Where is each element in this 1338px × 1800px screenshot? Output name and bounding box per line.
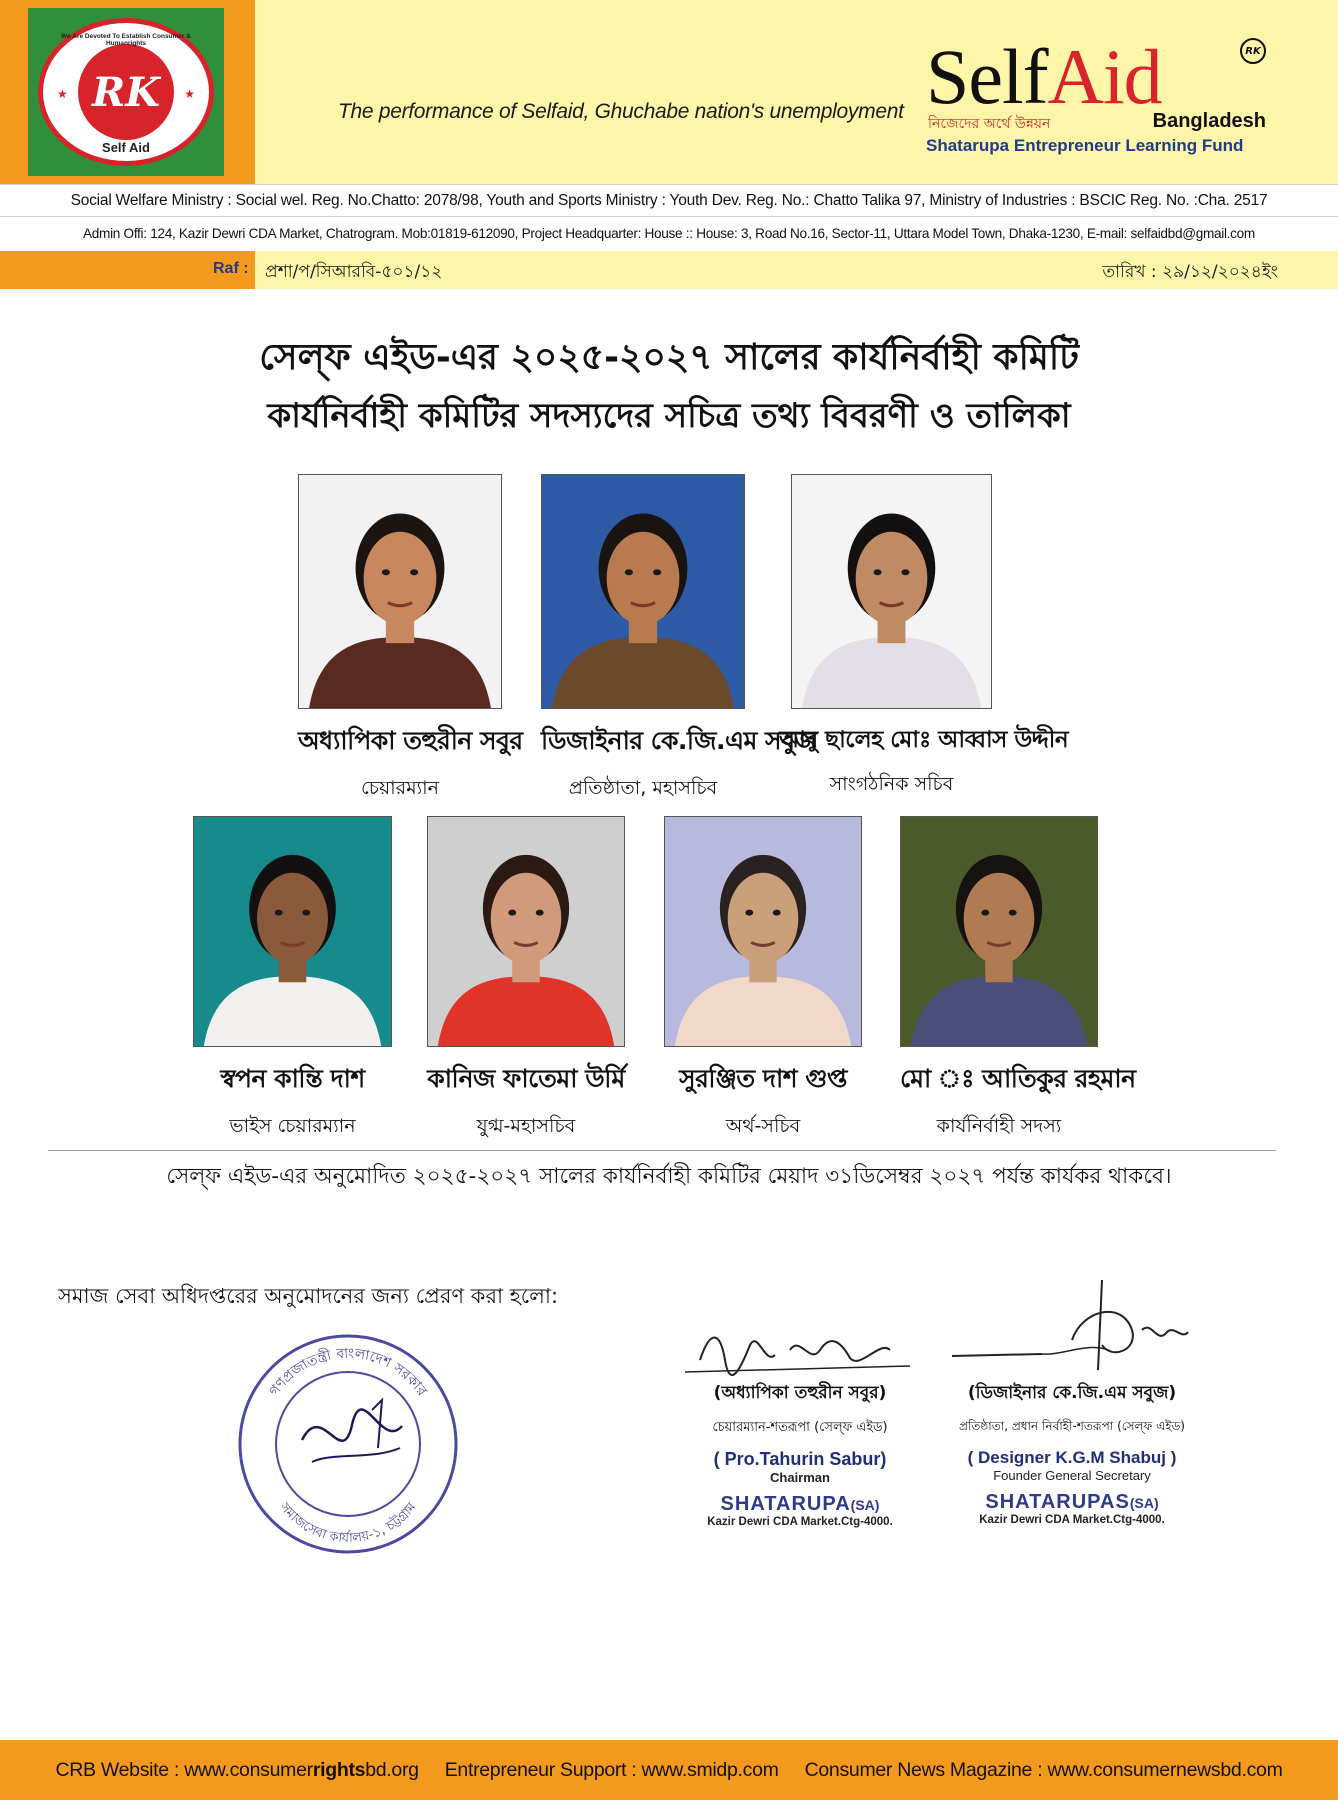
portrait-eye xyxy=(745,910,753,916)
portrait-illustration xyxy=(194,817,391,1046)
member-photo xyxy=(900,816,1098,1047)
member-role: প্রতিষ্ঠাতা, মহাসচিব xyxy=(568,777,718,799)
footer-crb xyxy=(55,1759,418,1782)
selfaid-logo xyxy=(28,8,224,176)
page-title: সেল্‌ফ এইড-এর ২০২৫-২০২৭ সালের কার্যনির্বাহী কমিটি xyxy=(259,337,1079,378)
portrait-face xyxy=(257,873,328,965)
seal-ring-text: গণপ্রজাতন্ত্রী বাংলাদেশ সরকার xyxy=(266,1345,430,1400)
portrait-eye xyxy=(536,910,544,916)
brand-rk-mark: RK xyxy=(1240,38,1266,64)
portrait-illustration xyxy=(299,475,501,708)
selfaid-brand xyxy=(926,33,1266,158)
portrait-eye xyxy=(874,569,882,575)
member-name: কানিজ ফাতেমা উর্মি xyxy=(427,1064,625,1093)
letterhead-header xyxy=(0,0,1338,184)
member-card xyxy=(193,816,392,1144)
portrait-eye xyxy=(410,569,418,575)
member-name: স্বপন কান্তি দাশ xyxy=(220,1064,365,1093)
member-photo xyxy=(298,474,502,709)
portrait-illustration xyxy=(792,475,991,708)
member-name: আবু ছালেহ মোঃ আব্বাস উদ্দীন xyxy=(779,727,1069,753)
footer-news-link[interactable]: www.consumernewsbd.com xyxy=(1047,1758,1283,1781)
portrait-face xyxy=(856,532,928,625)
signatory-name-en: ( Pro.Tahurin Sabur) xyxy=(713,1449,887,1469)
seal-bottom-text: সমাজসেবা কার্যালয়-১, চট্টগ্রাম xyxy=(276,1500,420,1547)
signature-scribble xyxy=(952,1270,1192,1380)
portrait-eye xyxy=(653,569,661,575)
brand-aid: Aid xyxy=(1047,33,1162,120)
member-role: চেয়ারম্যান xyxy=(360,777,440,799)
portrait-illustration xyxy=(665,817,861,1046)
signatory-title-bn: চেয়ারম্যান-শতরূপা (সেল্‌ফ এইড) xyxy=(712,1420,888,1435)
portrait-face xyxy=(491,873,562,965)
official-seal xyxy=(232,1330,464,1558)
portrait-eye xyxy=(773,910,781,916)
org-name: SHATARUPA xyxy=(720,1493,851,1515)
star-icon: ★ xyxy=(57,87,68,101)
portrait-illustration xyxy=(428,817,624,1046)
member-card xyxy=(298,474,523,806)
footer-ent-link[interactable]: www.smidp.com xyxy=(641,1758,779,1781)
member-name: সুরঞ্জিত দাশ গুপ্ত xyxy=(679,1064,847,1093)
member-photo xyxy=(193,816,392,1047)
portrait-eye xyxy=(901,569,909,575)
org-suffix: (SA) xyxy=(850,1497,880,1513)
footer-news xyxy=(805,1759,1283,1782)
org-name: SHATARUPAS xyxy=(985,1491,1130,1513)
member-name: ডিজাইনার কে.জি.এম সবুজ xyxy=(541,726,817,755)
logo-arc-text: We Are Devoted To Establish Consumer & Humanrights xyxy=(61,33,191,47)
signature-block-founder xyxy=(942,1270,1202,1526)
brand-fund: Shatarupa Entrepreneur Learning Fund xyxy=(926,136,1244,155)
logo-name: Self Aid xyxy=(102,140,150,155)
signatory-organization xyxy=(942,1491,1202,1514)
signatory-title-en: Founder General Secretary xyxy=(993,1468,1151,1483)
signatory-title-en: Chairman xyxy=(770,1470,830,1485)
member-photo xyxy=(427,816,625,1047)
member-name: মো ঃ আতিকুর রহমান xyxy=(900,1064,1136,1093)
member-card xyxy=(664,816,862,1144)
portrait-eye xyxy=(508,910,516,916)
portrait-eye xyxy=(1009,910,1017,916)
member-card xyxy=(900,816,1136,1144)
crb-url-bold: rights xyxy=(312,1758,366,1781)
address-line: Admin Offi: 124, Kazir Dewri CDA Market, Chatrogram. Mob:01819-612090, Project Headquarter: House :: House: 3, Road No.16, Sector-11, Uttara Model Town, Dhaka-1230, E-mail: selfaidbd@gmail.com xyxy=(0,217,1338,250)
crb-url-part: bd.org xyxy=(365,1758,419,1781)
signatory-address: Kazir Dewri CDA Market.Ctg-4000. xyxy=(707,1516,893,1528)
portrait-face xyxy=(364,532,437,625)
signature-block-chairman xyxy=(665,1320,935,1528)
portrait-eye xyxy=(382,569,390,575)
section-divider xyxy=(48,1150,1276,1151)
signatory-name-bn: (ডিজাইনার কে.জি.এম সবুজ) xyxy=(967,1383,1177,1403)
member-role: কার্যনির্বাহী সদস্য xyxy=(936,1115,1062,1137)
brand-wordmark xyxy=(926,33,1162,120)
committee-term-notice: সেল্‌ফ এইড-এর অনুমোদিত ২০২৫-২০২৭ সালের কার্যনির্বাহী কমিটির মেয়াদ ৩১ডিসেম্বর ২০২৭ পর্যন্ত কার্যকর থাকবে। xyxy=(166,1164,1172,1189)
portrait-eye xyxy=(275,910,283,916)
member-name: অধ্যাপিকা তহুরীন সবুর xyxy=(298,726,523,755)
star-icon: ★ xyxy=(184,87,195,101)
portrait-illustration xyxy=(901,817,1097,1046)
signatory-address: Kazir Dewri CDA Market.Ctg-4000. xyxy=(979,1514,1165,1526)
portrait-eye xyxy=(981,910,989,916)
portrait-eye xyxy=(625,569,633,575)
org-suffix: (SA) xyxy=(1129,1495,1159,1511)
seal-graphic xyxy=(232,1330,464,1558)
registration-line: Social Welfare Ministry : Social wel. Reg. No.Chatto: 2078/98, Youth and Sports Ministry : Youth Dev. Reg. No.: Chatto Talika 97, Ministry of Industries : BSCIC Reg. No. :Cha. 2517 xyxy=(0,184,1338,217)
footer-crb-label: CRB Website : xyxy=(55,1758,180,1781)
member-role: যুগ্ম-মহাসচিব xyxy=(476,1115,576,1137)
member-card xyxy=(541,474,817,806)
footer-news-label: Consumer News Magazine : xyxy=(804,1758,1043,1781)
logo-monogram: RK xyxy=(78,44,174,140)
member-role: ভাইস চেয়ারম্যান xyxy=(229,1115,356,1137)
member-photo xyxy=(541,474,745,709)
portrait-illustration xyxy=(542,475,744,708)
brand-subtitle-bn: নিজেদের অর্থে উন্নয়ন xyxy=(928,116,1051,132)
signatory-organization xyxy=(665,1493,935,1516)
portrait-face xyxy=(728,873,799,965)
portrait-face xyxy=(607,532,680,625)
signatory-title-bn: প্রতিষ্ঠাতা, প্রধান নির্বাহী-শতরূপা (সেল্‌ফ এইড) xyxy=(959,1419,1185,1433)
forwarding-note: সমাজ সেবা অধিদপ্তরের অনুমোদনের জন্য প্রেরণ করা হলো: xyxy=(58,1284,559,1308)
brand-country: Bangladesh xyxy=(1152,110,1266,132)
portrait-eye xyxy=(302,910,310,916)
brand-self: Self xyxy=(926,33,1048,120)
member-card xyxy=(427,816,625,1144)
portrait-face xyxy=(964,873,1035,965)
letter-date: তারিখ : ২৯/১২/২০২৪ইং xyxy=(1102,262,1278,282)
footer-bar xyxy=(0,1740,1338,1800)
member-role: সাংগঠনিক সচিব xyxy=(829,773,954,795)
reference-number: প্রশা/প/সিআরবি-৫০১/১২ xyxy=(265,262,443,282)
logo-ring xyxy=(38,18,214,166)
member-photo xyxy=(664,816,862,1047)
signature-scribble xyxy=(680,1320,920,1380)
member-role: অর্থ-সচিব xyxy=(725,1115,801,1137)
crb-url-part: www.consumer xyxy=(184,1758,313,1781)
footer-ent-label: Entrepreneur Support : xyxy=(444,1758,637,1781)
reference-row xyxy=(0,251,1338,289)
signatory-name-en: ( Designer K.G.M Shabuj ) xyxy=(967,1448,1177,1467)
page-subtitle: কার্যনির্বাহী কমিটির সদস্যদের সচিত্র তথ্য বিবরণী ও তালিকা xyxy=(267,396,1071,436)
signatory-name-bn: (অধ্যাপিকা তহুরীন সবুর) xyxy=(713,1383,887,1403)
reference-label: Raf : xyxy=(213,260,249,277)
footer-entrepreneur xyxy=(445,1759,779,1782)
member-photo xyxy=(791,474,992,709)
tagline: The performance of Selfaid, Ghuchabe nation's unemployment xyxy=(338,100,904,123)
footer-crb-link[interactable] xyxy=(184,1759,418,1781)
member-card xyxy=(779,474,1069,802)
